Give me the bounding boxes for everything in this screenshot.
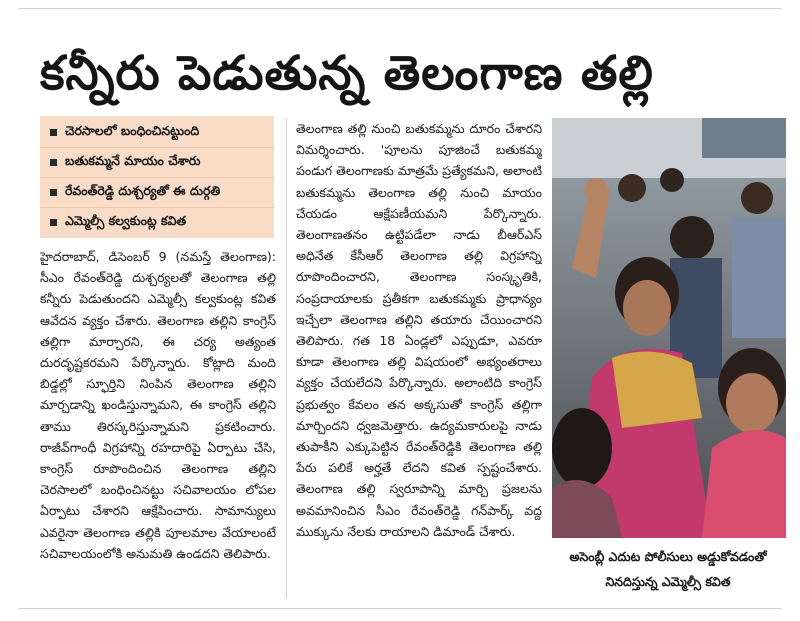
highlight-text: రేవంత్‌రెడ్డి దుశ్చర్యతో ఈ దుర్గతి [65,183,221,198]
column-1-text: హైదరాబాద్, డిసెంబర్ 9 (నమస్తే తెలంగాణ): సీఎం రేవంత్‌రెడ్డి దుశ్చర్యలతో తెలంగాణ తల్లి కన్నీరు పెడుతుందని ఎమ్మెల్సీ కల్వకుంట్ల కవిత ఆవేదన వ్యక్తం చేశారు. తెలంగాణ తల్లిని కాంగ్రెస్ తల్లిగా మార్చారని, ఈ చర్య అత్యంత దురదృష్టకరమని పేర్కొన్నారు. కోట్లాది మంది బిడ్డల్లో స్ఫూర్తిని నింపిన తెలంగాణ తల్లిని మార్చడాన్ని ఖండిస్తున్నామని, ఈ కాంగ్రెస్ తల్లిని తాము తిరస్కరిస్తున్నామని ప్రకటించారు. రాజీవ్‌గాంధీ విగ్రహాన్ని రహదారిపై ఏర్పాటు చేసి, కాంగ్రెస్ రూపొందించిన తెలంగాణ తల్లిని చెరసాలలో బంధించినట్టు సచివాలయం లోపల ఏర్పాటు చేశారని ఆక్షేపించారు. సామాన్యులు ఎవరైనా తెలంగాణ తల్లికి పూలమాల వేయాలంటే సచివాలయంలోకి అనుమతి ఉండదని తెలిపారు. [40,249,276,561]
bottom-rule [18,608,782,609]
highlight-text: బతుకమ్మనే మాయం చేశారు [65,153,201,168]
highlight-text: చెరసాలలో బంధించినట్టుంది [65,123,200,138]
column-2-text: తెలంగాణ తల్లి నుంచి బతుకమ్మను దూరం చేశారని విమర్శించారు. 'పూలను పూజించే బతుకమ్మ పండుగ తెలంగాణకు మాత్రమే ప్రత్యేకమని, అలాంటి బతుకమ్మను తెలంగాణ తల్లి నుంచి మాయం చేయడం ఆక్షేపణీయమని పేర్కొన్నారు. తెలంగాణతనం ఉట్టిపడేలా నాడు బీఆర్ఎస్ అధినేత కేసీఆర్ తెలంగాణ తల్లి విగ్రహాన్ని రూపొందించారని, తెలంగాణ సంస్కృతికి, సంప్రదాయాలకు ప్రతీకగా బతుకమ్మకు ప్రాధాన్యం ఇచ్చేలా తెలంగాణ తల్లిని తయారు చేయించారని తెలిపారు. గత 18 ఏండ్లలో ఎప్పుడూ, ఎవరూ కూడా తెలంగాణ తల్లి విషయంలో అభ్యంతరాలు వ్యక్తం చేయలేదని పేర్కొన్నారు. అలాంటిది కాంగ్రెస్ ప్రభుత్వం కేవలం తన అక్కసుతో కాంగ్రెస్ తల్లిగా మార్చిందని ధ్వజమెత్తారు. ఉద్యమకారులపై నాడు తుపాకీని ఎక్కుపెట్టిన రేవంత్‌రెడ్డికి తెలంగాణ తల్లి పేరు పలికే అర్హతే లేదని కవిత స్పష్టంచేశారు. తెలంగాణ తల్లి స్వరూపాన్ని మార్చి ప్రజలను అవమానించిన సీఎం రేవంత్‌రెడ్డి గన్‌పార్క్ వద్ద ముక్కును నేలకు రాయాలని డిమాండ్ చేశారు. [296,121,542,539]
photo-caption: అసెంబ్లీ ఎదుట పోలీసులు అడ్డుకోవడంతో నినదిస్తున్న ఎమ్మెల్సీ కవిత [569,549,767,589]
square-bullet-icon [50,129,57,136]
highlight-text: ఎమ్మెల్సీ కల్వకుంట్ల కవిత [65,213,187,228]
highlight-item [40,118,274,147]
highlight-item [40,177,274,207]
square-bullet-icon [50,219,57,226]
highlight-item [40,147,274,177]
article-column-2 [296,118,542,598]
column-divider [286,118,287,598]
news-photo [552,118,786,538]
square-bullet-icon [50,189,57,196]
highlights-box [40,116,274,238]
article-column-1 [40,246,276,598]
headline: కన్నీరు పెడుతున్న తెలంగాణ తల్లి [40,46,654,101]
top-rule [18,8,782,9]
square-bullet-icon [50,159,57,166]
highlight-item [40,207,274,237]
